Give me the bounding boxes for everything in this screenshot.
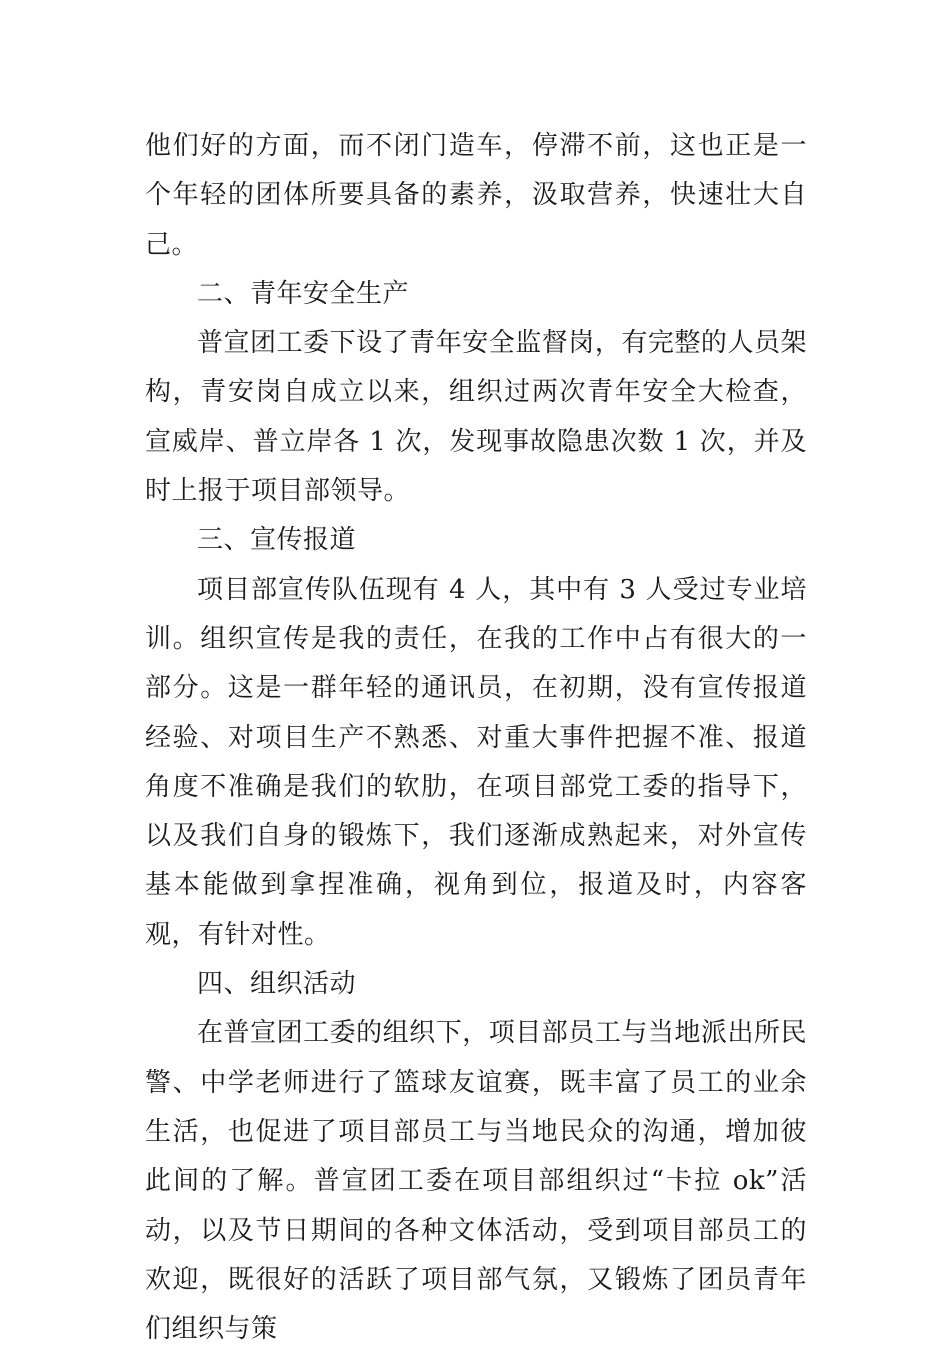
section-heading-youth-safety: 二、青年安全生产	[197, 278, 410, 309]
document-page	[145, 122, 807, 1354]
paragraph-publicity: 项目部宣传队伍现有 4 人，其中有 3 人受过专业培训。组织宣传是我的责任，在我的工作中占有很大的一部分。这是一群年轻的通讯员，在初期，没有宣传报道经验、对项目生产不熟悉、对重大事件把握不准、报道角度不准确是我们的软肋，在项目部党工委的指导下，以及我们自身的锻炼下，我们逐渐成熟起来，对外宣传基本能做到拿捏准确，视角到位，报道及时，内容客观，有针对性。	[145, 574, 807, 950]
section-heading-activities: 四、组织活动	[197, 969, 357, 1000]
paragraph-continuation: 他们好的方面，而不闭门造车，停滞不前，这也正是一个年轻的团体所要具备的素养，汲取营养，快速壮大自己。	[145, 131, 807, 260]
section-heading-publicity: 三、宣传报道	[197, 525, 357, 556]
paragraph-activities: 在普宣团工委的组织下，项目部员工与当地派出所民警、中学老师进行了篮球友谊赛，既丰富了员工的业余生活，也促进了项目部员工与当地民众的沟通，增加彼此间的了解。普宣团工委在项目部组织过“卡拉 ok”活动，以及节日期间的各种文体活动，受到项目部员工的欢迎，既很好的活跃了项目部气氛，又锻炼了团员青年们组织与策	[145, 1018, 807, 1345]
paragraph-youth-safety: 普宣团工委下设了青年安全监督岗，有完整的人员架构，青安岗自成立以来，组织过两次青年安全大检查，宣威岸、普立岸各 1 次，发现事故隐患次数 1 次，并及时上报于项目部领导。	[145, 328, 807, 507]
